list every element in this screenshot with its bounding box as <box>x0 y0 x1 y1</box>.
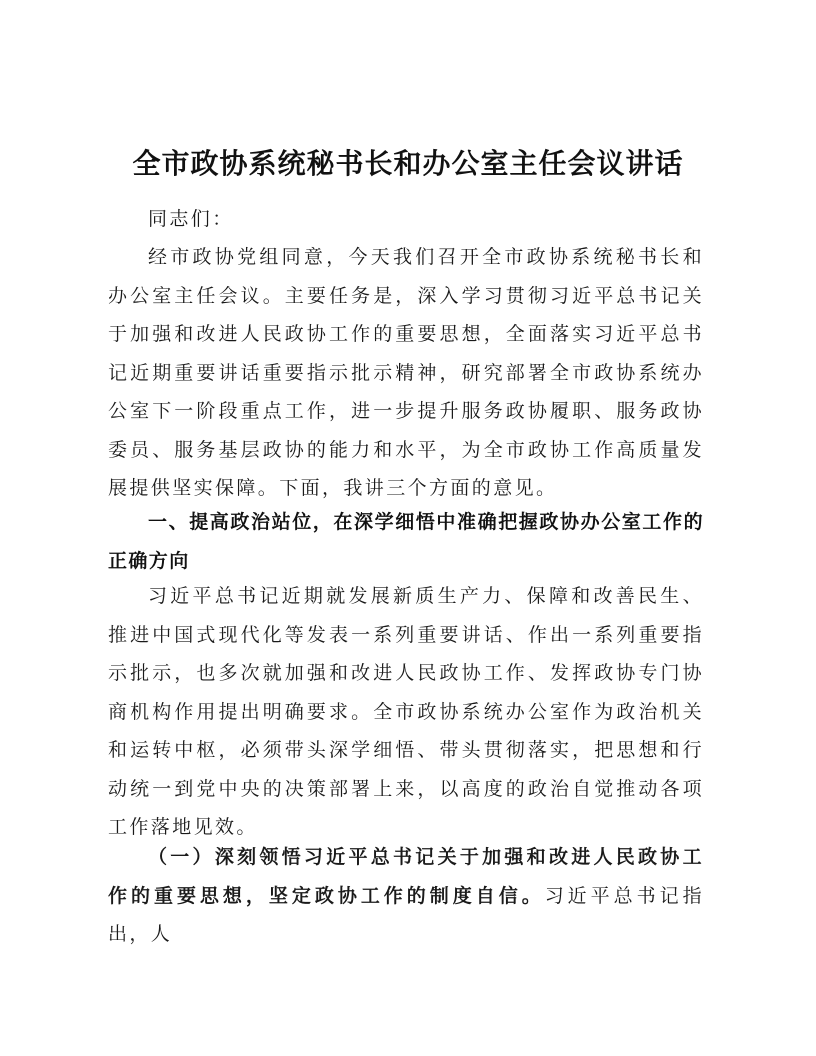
section-heading-1: 一、提高政治站位，在深学细悟中准确把握政协办公室工作的正确方向 <box>108 511 704 572</box>
section-1-paragraph: 习近平总书记近期就发展新质生产力、保障和改善民生、推进中国式现代化等发表一系列重要讲话、作出一系列重要指示批示，也多次就加强和改进人民政协工作、发挥政协专门协商机构作用提出明确要求。全市政协系统办公室作为政治机关和运转中枢，必须带头深学细悟、带头贯彻落实，把思想和行动统一到党中央的决策部署上来，以高度的政治自觉推动各项工作落地见效。 <box>108 585 704 838</box>
subsection-paragraph-text: 习近平总书记指出，人 <box>108 884 704 945</box>
greeting-line: 同志们： <box>148 208 234 230</box>
subsection-paragraph <box>108 838 704 954</box>
subsection-heading-1: （一）深刻领悟习近平总书记关于加强和改进人民政协工作的重要思想，坚定政协工作的制度自信。 <box>108 846 704 907</box>
opening-paragraph: 经市政协党组同意，今天我们召开全市政协系统秘书长和办公室主任会议。主要任务是，深入学习贯彻习近平总书记关于加强和改进人民政协工作的重要思想，全面落实习近平总书记近期重要讲话重要指示批示精神，研究部署全市政协系统办公室下一阶段重点工作，进一步提升服务政协履职、服务政协委员、服务基层政协的能力和水平，为全市政协工作高质量发展提供坚实保障。下面，我讲三个方面的意见。 <box>108 246 704 499</box>
document-title: 全市政协系统秘书长和办公室主任会议讲话 <box>132 147 684 180</box>
